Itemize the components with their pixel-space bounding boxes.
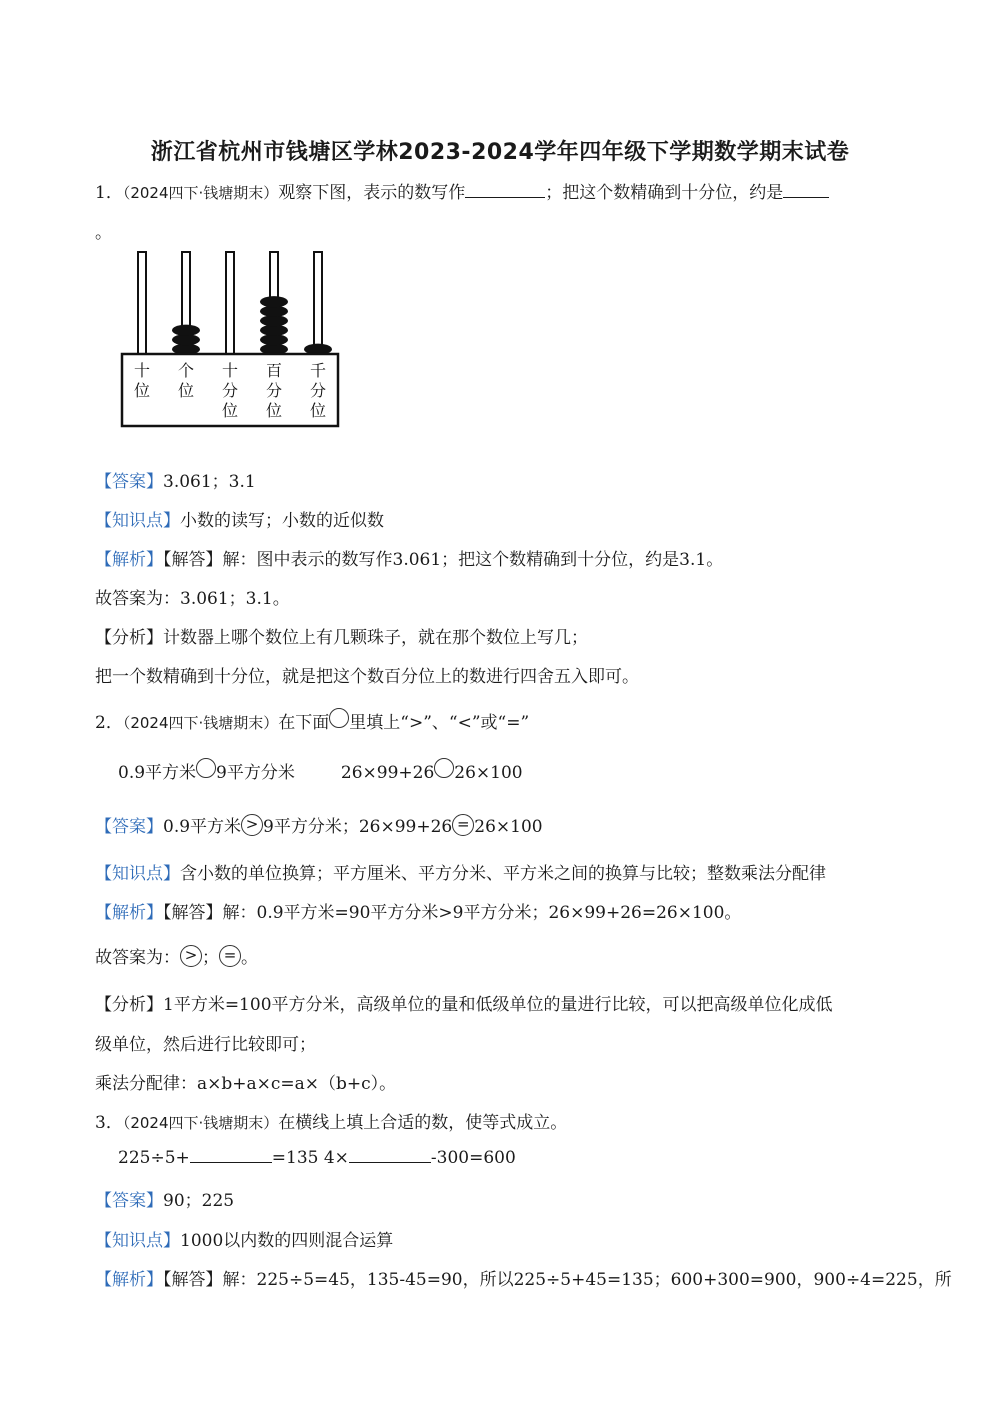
analysis-tag: 【解析】 [95,1270,163,1290]
abacus-label-char: 百 [265,361,283,380]
question-text: ；把这个数精确到十分位，约是 [545,183,784,203]
q3-answer: 90；225 [163,1191,235,1211]
expr2-left: 26×99+26 [340,763,435,783]
abacus-bead [172,325,200,336]
q2-solution-line [95,898,741,923]
question-text: 观察下图，表示的数写作 [278,183,466,203]
q1-knowledge: 小数的读写；小数的近似数 [180,511,384,531]
q2-solution: 0.9平方米=90平方分米>9平方分米；26×99+26=26×100。 [256,903,742,923]
answer-blank[interactable] [349,1146,431,1163]
abacus-label-char: 千 [309,361,327,380]
abacus-label-char: 位 [265,401,283,420]
q1-answer-line [95,467,256,492]
question-source: （2024四下·钱塘期末） [122,184,279,202]
expr1-left: 0.9平方米 [118,763,197,783]
answer-tag: 【答案】 [95,817,163,837]
question-number: 1． [95,183,123,203]
q1-analysis-line-2: 把一个数精确到十分位，就是把这个数百分位上的数进行四舍五入即可。 [95,667,639,687]
q2-knowledge: 含小数的单位换算；平方厘米、平方分米、平方米之间的换算与比较；整数乘法分配律 [180,864,826,884]
abacus-label-char: 分 [221,381,239,400]
abacus-labels [134,361,326,420]
fenxi-tag: 【分析】 [95,995,163,1015]
knowledge-tag: 【知识点】 [95,1231,180,1251]
question-3 [95,1108,567,1133]
question-1-end: 。 [95,223,112,243]
solution-tag: 【解答】解： [163,550,257,570]
q1-knowledge-line [95,506,384,531]
abacus-rod [314,252,322,354]
q1-solution-line [95,545,723,570]
therefore-tag: 故答案为： [95,948,180,968]
abacus-bead [260,296,288,307]
q2-analysis-line [95,990,833,1015]
abacus-label-char: 位 [221,401,239,420]
abacus-rod [226,252,234,354]
abacus-rods [138,252,332,355]
abacus-label-char: 分 [265,381,283,400]
separator: ； [202,948,219,968]
question-1 [95,178,829,203]
q3-answer-line [95,1186,234,1211]
expr-part: -300=600 [430,1148,516,1168]
q3-solution: 225÷5=45，135-45=90，所以225÷5+45=135；600+300=900，900÷4=225，所 [256,1270,952,1290]
equals-mark: = [219,945,241,967]
abacus-label-char: 分 [309,381,327,400]
q3-solution-line [95,1265,952,1290]
abacus-label-char: 十 [133,361,151,380]
q2-knowledge-line [95,859,826,884]
abacus-label-char: 位 [177,381,195,400]
abacus-label-char: 位 [309,401,327,420]
q1-solution: 图中表示的数写作3.061；把这个数精确到十分位，约是3.1。 [256,550,724,570]
question-source: （2024四下·钱塘期末） [122,714,279,732]
q2-analysis: 1平方米=100平方分米，高级单位的量和低级单位的量进行比较，可以把高级单位化成低 [163,995,833,1015]
abacus-label-char: 十 [221,361,239,380]
analysis-tag: 【解析】 [95,550,163,570]
circle-icon [329,708,349,728]
question-number: 3． [95,1113,123,1133]
q3-knowledge-line [95,1226,393,1251]
q2-analysis-line-2: 级单位，然后进行比较即可； [95,1035,316,1055]
abacus-figure [118,248,342,432]
answer-tag: 【答案】 [95,472,163,492]
question-source: （2024四下·钱塘期末） [122,1114,279,1132]
q3-expression [118,1146,516,1168]
analysis-tag: 【解析】 [95,903,163,923]
knowledge-tag: 【知识点】 [95,511,180,531]
expr-part: =135 4× [271,1148,349,1168]
question-number: 2． [95,713,123,733]
equals-mark: = [452,814,474,836]
question-2 [95,708,529,734]
q1-therefore-line [95,584,290,609]
q1-analysis: 计数器上哪个数位上有几颗珠子，就在那个数位上写几； [163,628,588,648]
question-text: 在横线上填上合适的数，使等式成立。 [278,1113,568,1133]
greater-than-mark: > [241,814,263,836]
abacus-rod [138,252,146,354]
abacus-label-char: 个 [177,361,195,380]
q3-knowledge: 1000以内数的四则混合运算 [180,1231,394,1251]
compare-circle-2[interactable] [434,758,454,778]
q2-therefore-line [95,943,258,970]
expr2-right: 26×100 [454,763,523,783]
solution-tag: 【解答】解： [163,1270,257,1290]
answer-blank[interactable] [465,181,545,198]
fenxi-tag: 【分析】 [95,628,163,648]
expr-part: 225÷5+ [118,1148,190,1168]
q2-answer-a: 0.9平方米 [163,817,242,837]
q2-expressions [118,758,523,784]
solution-tag: 【解答】解： [163,903,257,923]
knowledge-tag: 【知识点】 [95,864,180,884]
end-mark: 。 [241,948,258,968]
answer-tag: 【答案】 [95,1191,163,1211]
question-text: 在下面 [278,713,330,733]
q2-analysis-line-3: 乘法分配律：a×b+a×c=a×（b+c）。 [95,1074,397,1094]
expr1-right: 9平方分米 [216,763,295,783]
compare-circle-1[interactable] [196,758,216,778]
answer-blank[interactable] [783,181,829,198]
therefore-tag: 故答案为： [95,589,180,609]
page-title: 浙江省杭州市钱塘区学林2023-2024学年四年级下学期数学期末试卷 [150,140,850,165]
q2-answer-b: 9平方分米；26×99+26 [263,817,453,837]
q1-answer: 3.061；3.1 [163,472,256,492]
q2-answer-c: 26×100 [474,817,543,837]
answer-blank[interactable] [190,1146,272,1163]
q1-analysis-line [95,623,588,648]
q1-therefore: 3.061；3.1。 [180,589,290,609]
q2-answer-line [95,812,543,839]
abacus-label-char: 位 [133,381,151,400]
question-text: 里填上“>”、“<”或“=” [349,713,530,733]
greater-than-mark: > [180,945,202,967]
